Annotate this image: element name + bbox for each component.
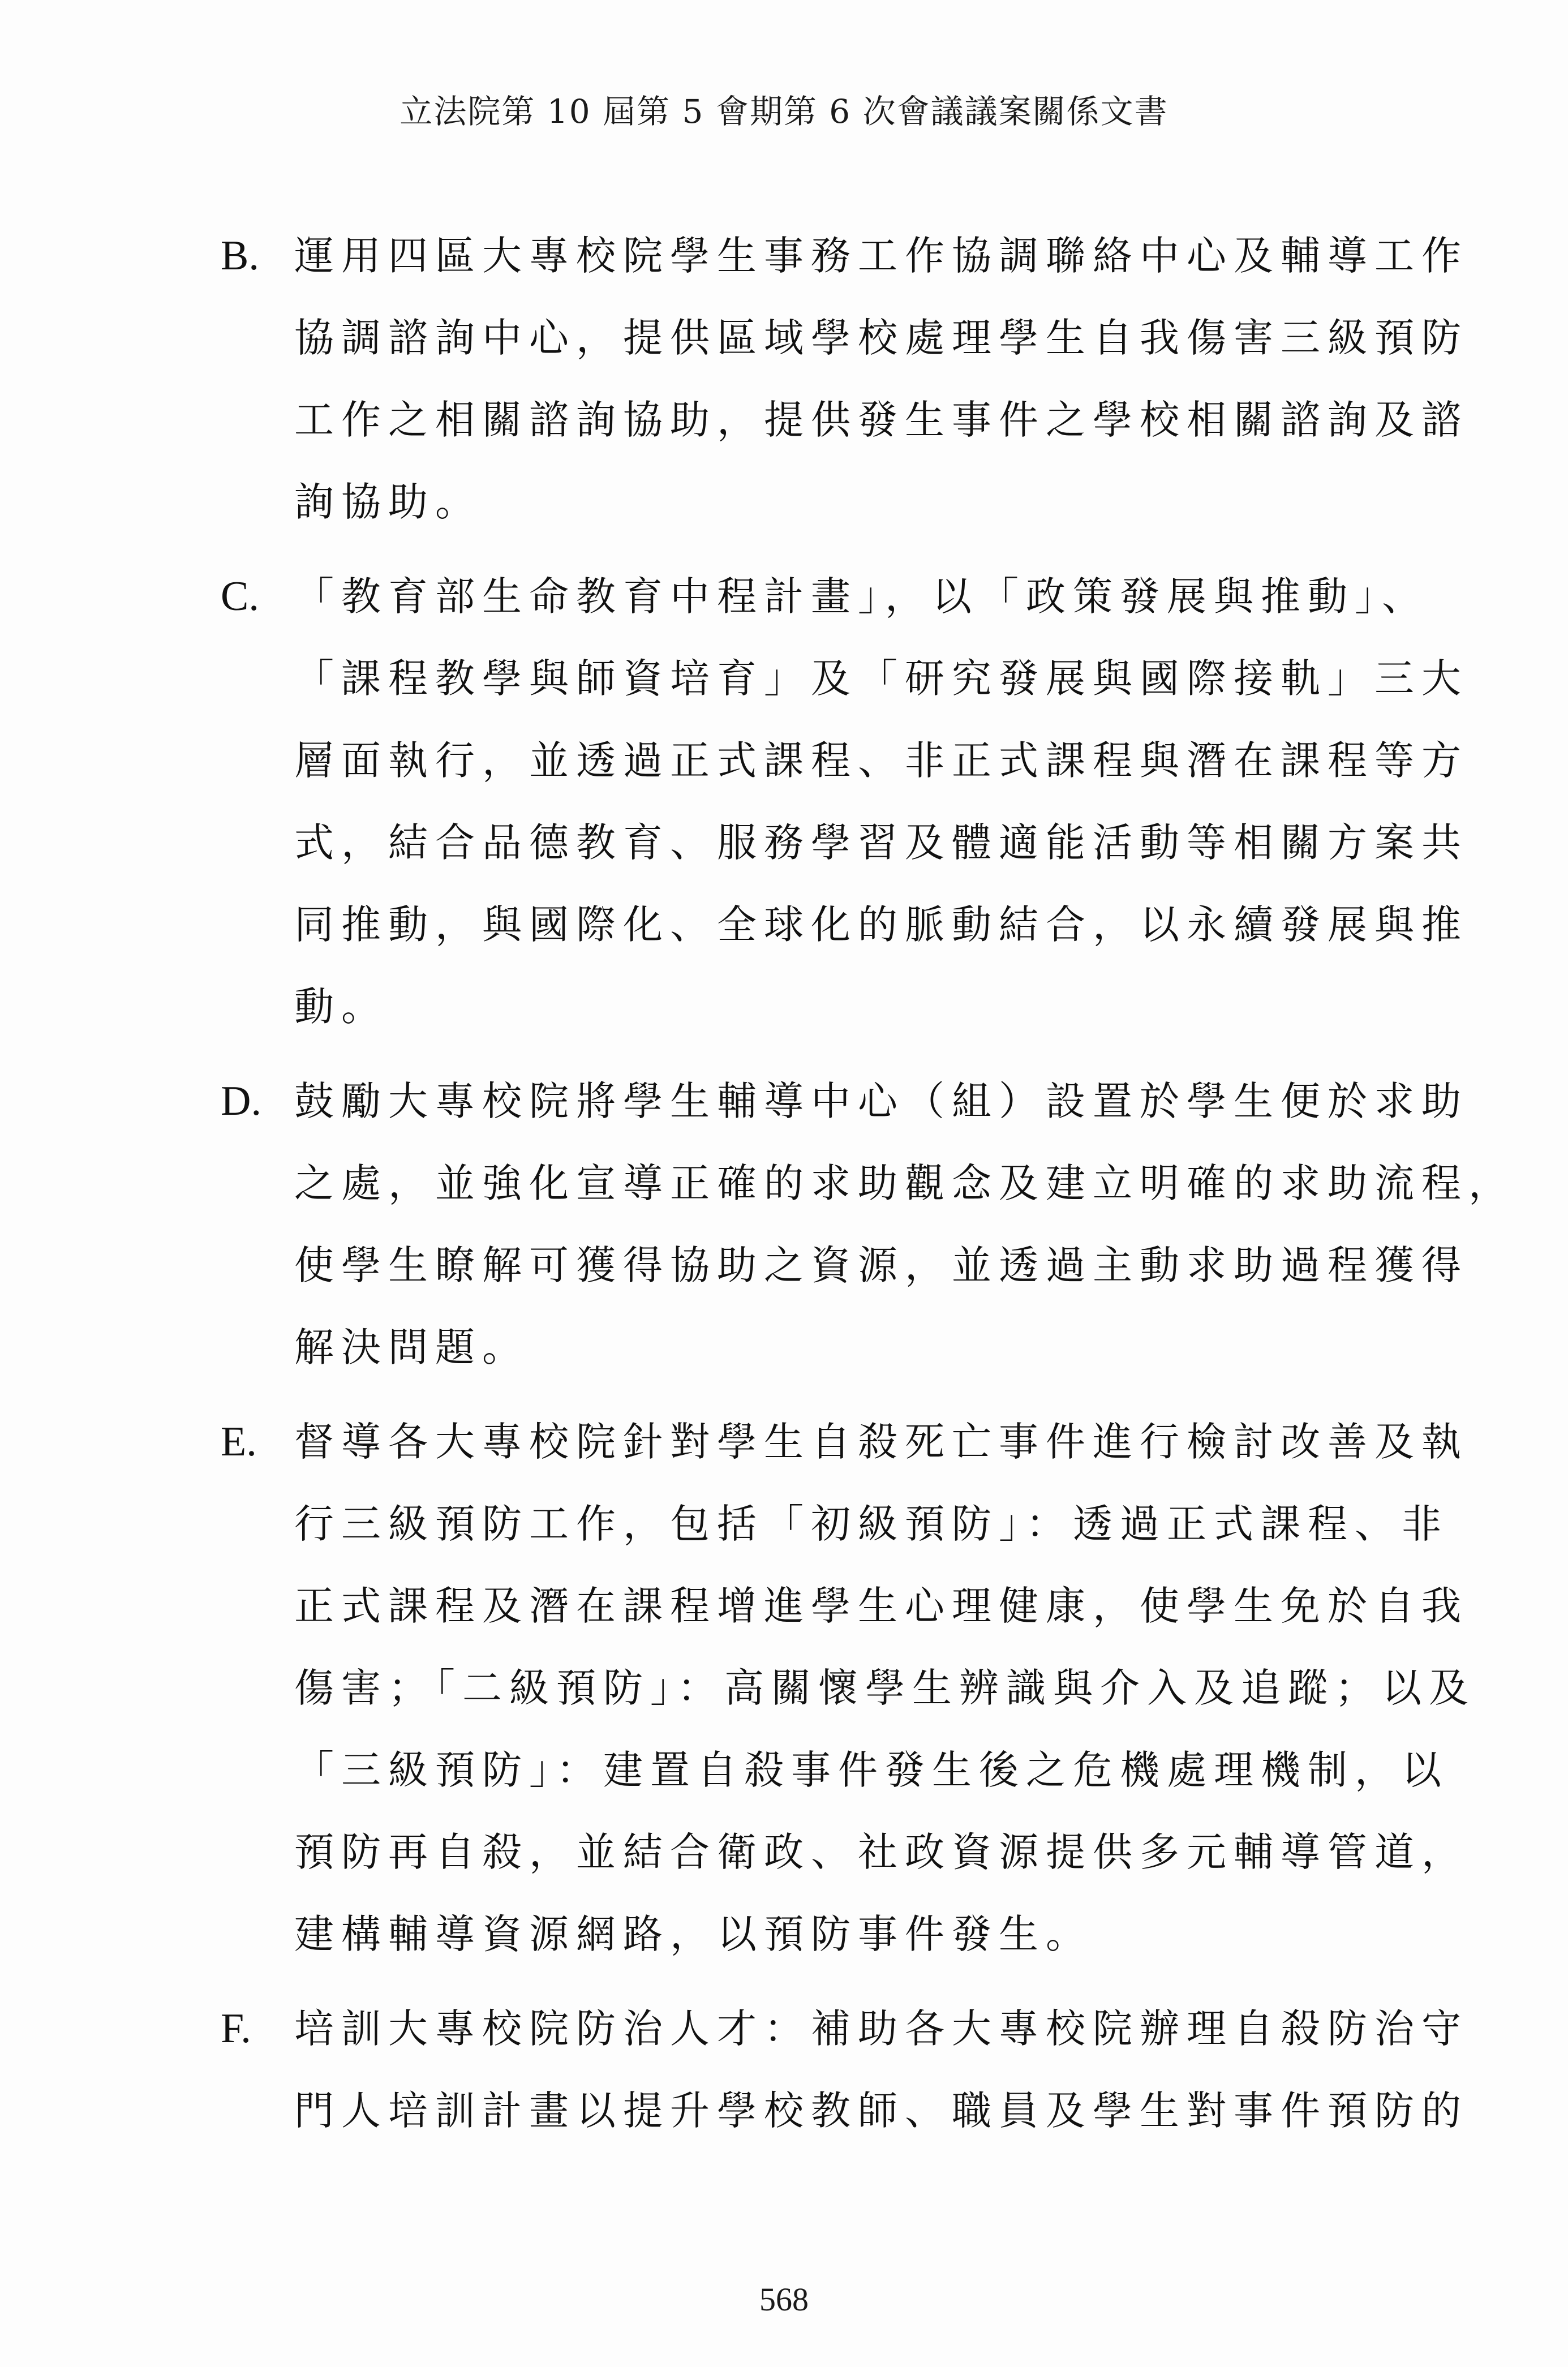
text-line: 門人培訓計畫以提升學校教師、職員及學生對事件預防的 bbox=[294, 2087, 1468, 2134]
text-line: 層面執行，並透過正式課程、非正式課程與潛在課程等方 bbox=[294, 737, 1468, 784]
text-line: 「三級預防」：建置自殺事件發生後之危機處理機制，以 bbox=[294, 1747, 1449, 1793]
text-line: 詢協助。 bbox=[294, 479, 482, 525]
text-line: 工作之相關諮詢協助，提供發生事件之學校相關諮詢及諮 bbox=[294, 397, 1468, 443]
item-text bbox=[294, 215, 1468, 543]
item-marker: B. bbox=[221, 233, 259, 279]
text-line: 使學生瞭解可獲得協助之資源，並透過主動求助過程獲得 bbox=[294, 1242, 1468, 1288]
text-line: 運用四區大專校院學生事務工作協調聯絡中心及輔導工作 bbox=[294, 233, 1468, 279]
text-line: 行三級預防工作，包括「初級預防」：透過正式課程、非 bbox=[294, 1501, 1449, 1547]
text-line: 預防再自殺，並結合衛政、社政資源提供多元輔導管道， bbox=[294, 1829, 1468, 1875]
text-line: 同推動，與國際化、全球化的脈動結合，以永續發展與推 bbox=[294, 901, 1468, 948]
text-line: 動。 bbox=[294, 983, 388, 1030]
document-header: 立法院第 10 屆第 5 會期第 6 次會議議案關係文書 bbox=[399, 92, 1169, 131]
text-line: 之處，並強化宣導正確的求助觀念及建立明確的求助流程， bbox=[294, 1160, 1515, 1206]
text-line: 建構輔導資源網路，以預防事件發生。 bbox=[294, 1911, 1093, 1957]
list-item-b bbox=[221, 215, 1468, 543]
text-line: 協調諮詢中心，提供區域學校處理學生自我傷害三級預防 bbox=[294, 315, 1468, 361]
text-line: 「課程教學與師資培育」及「研究發展與國際接軌」三大 bbox=[294, 655, 1468, 702]
item-list bbox=[221, 215, 1515, 2164]
item-text bbox=[294, 1988, 1468, 2152]
list-item-d bbox=[221, 1060, 1515, 1389]
list-item-c bbox=[221, 556, 1468, 1048]
text-line: 「教育部生命教育中程計畫」，以「政策發展與推動」、 bbox=[294, 573, 1429, 620]
text-line: 傷害；「二級預防」：高關懷學生辨識與介入及追蹤；以及 bbox=[294, 1665, 1476, 1711]
item-marker: C. bbox=[221, 573, 259, 620]
text-line: 式，結合品德教育、服務學習及體適能活動等相關方案共 bbox=[294, 819, 1468, 866]
text-line: 培訓大專校院防治人才：補助各大專校院辦理自殺防治守 bbox=[294, 2005, 1468, 2052]
page-number: 568 bbox=[759, 2281, 809, 2318]
item-text bbox=[294, 556, 1468, 1048]
item-marker: D. bbox=[221, 1078, 261, 1124]
item-text bbox=[294, 1401, 1476, 1975]
list-item-e bbox=[221, 1401, 1476, 1975]
item-marker: F. bbox=[221, 2005, 251, 2052]
text-line: 正式課程及潛在課程增進學生心理健康，使學生免於自我 bbox=[294, 1583, 1468, 1629]
item-marker: E. bbox=[221, 1419, 257, 1465]
item-text bbox=[294, 1060, 1515, 1389]
text-line: 鼓勵大專校院將學生輔導中心（組）設置於學生便於求助 bbox=[294, 1078, 1468, 1124]
text-line: 解決問題。 bbox=[294, 1324, 529, 1371]
list-item-f bbox=[221, 1988, 1468, 2152]
text-line: 督導各大專校院針對學生自殺死亡事件進行檢討改善及執 bbox=[294, 1419, 1468, 1465]
